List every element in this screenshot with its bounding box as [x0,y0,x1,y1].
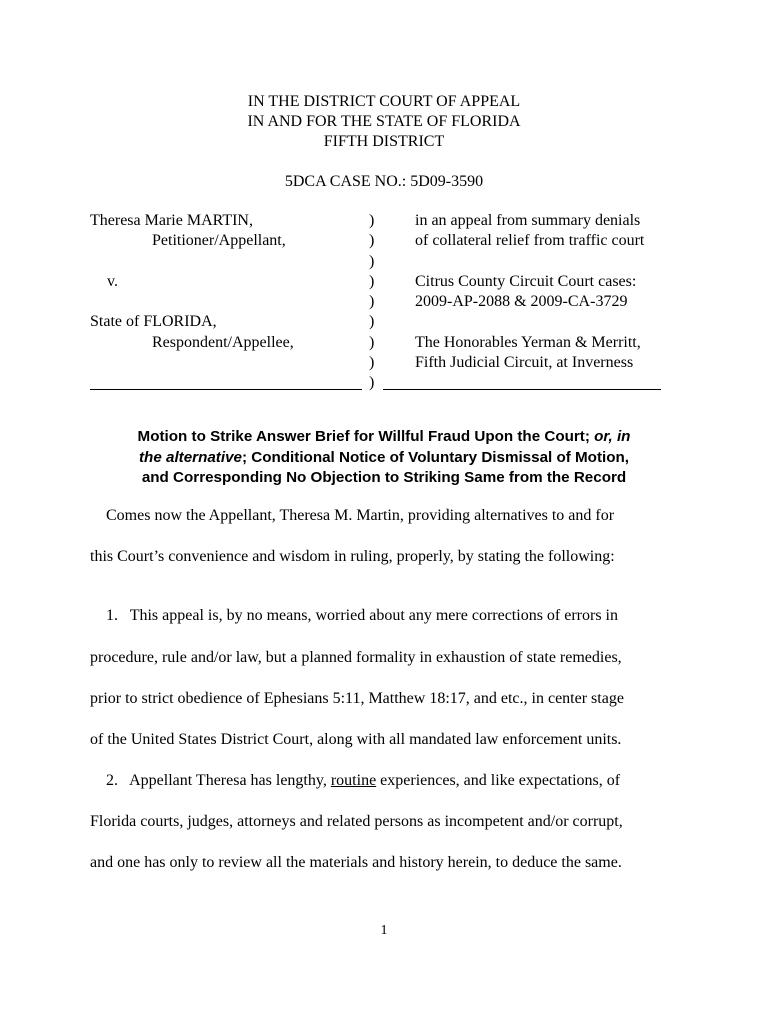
motion-title-italic: the alternative [139,448,242,466]
caption-paren: ) [369,212,375,229]
body-text: 2. Appellant Theresa has lengthy, [90,772,331,789]
caption-right-line-5: The Honorables Yerman & Merritt, [415,333,641,351]
court-header-line-3: FIFTH DISTRICT [323,133,445,150]
body-line: Florida courts, judges, attorneys and related persons as incompetent and/or corrupt, [90,813,623,830]
caption-paren: ) [369,354,375,372]
caption-rule-right [383,389,661,390]
caption-row [90,292,690,312]
court-header [0,92,768,152]
body-text-underlined: routine [330,772,377,789]
case-number: 5DCA CASE NO.: 5D09-3590 [284,173,484,190]
page-number: 1 [380,923,388,938]
body-line [90,771,620,791]
caption-row [90,231,690,251]
caption-right-line-6: Fifth Judicial Circuit, at Inverness [415,354,634,372]
petitioner-role: Petitioner/Appellant, [152,232,286,250]
body-line: of the United States District Court, along with all mandated law enforcement units. [90,731,622,748]
motion-title-italic: or, in [594,428,631,445]
court-header-line-2: IN AND FOR THE STATE OF FLORIDA [247,113,521,130]
body-line: this Court’s convenience and wisdom in ruling, properly, by stating the following: [90,548,615,565]
caption-paren: ) [369,333,375,351]
caption-paren: ) [369,252,375,270]
body-line: procedure, rule and/or law, but a planned formality in exhaustion of state remedies, [90,649,622,666]
caption-row [90,333,690,353]
respondent-name: State of FLORIDA, [90,313,217,331]
body-text: experiences, and like expectations, of [376,772,621,789]
motion-title-text: ; Conditional Notice of Voluntary Dismissal of Motion, [241,448,629,466]
body-line: 1. This appeal is, by no means, worried about any mere corrections of errors in [90,607,618,624]
motion-title-text: Motion to Strike Answer Brief for Willful Fraud Upon the Court; [137,428,595,445]
caption-paren: ) [369,374,375,392]
motion-title [0,427,768,489]
body-line: Comes now the Appellant, Theresa M. Martin, providing alternatives to and for [90,507,615,524]
motion-title-line-1 [0,427,768,448]
body-line: prior to strict obedience of Ephesians 5:11, Matthew 18:17, and etc., in center stage [90,690,624,707]
caption-row [90,211,690,231]
motion-title-line-2 [0,448,768,469]
body-line: and one has only to review all the materials and history herein, to deduce the same. [90,854,622,871]
caption-paren: ) [369,232,375,250]
caption-paren: ) [369,272,375,290]
caption-right-line-1: in an appeal from summary denials [415,212,641,229]
caption-right-line-4: 2009-AP-2088 & 2009-CA-3729 [415,293,628,311]
respondent-role: Respondent/Appellee, [152,333,294,351]
caption-paren: ) [369,293,375,311]
caption-row [90,252,690,272]
caption-row [90,272,690,292]
caption-row [90,373,690,393]
petitioner-name: Theresa Marie MARTIN, [90,212,253,229]
caption-right-line-3: Citrus County Circuit Court cases: [415,272,637,290]
caption-right-line-2: of collateral relief from traffic court [415,232,645,250]
versus-label: v. [107,272,118,290]
caption-rule-left [90,389,362,390]
caption-paren: ) [369,313,375,331]
caption-row [90,353,690,373]
caption-row [90,312,690,332]
motion-title-line-3: and Corresponding No Objection to Striking Same from the Record [141,469,627,486]
case-caption [90,211,690,394]
court-header-line-1: IN THE DISTRICT COURT OF APPEAL [247,93,521,110]
